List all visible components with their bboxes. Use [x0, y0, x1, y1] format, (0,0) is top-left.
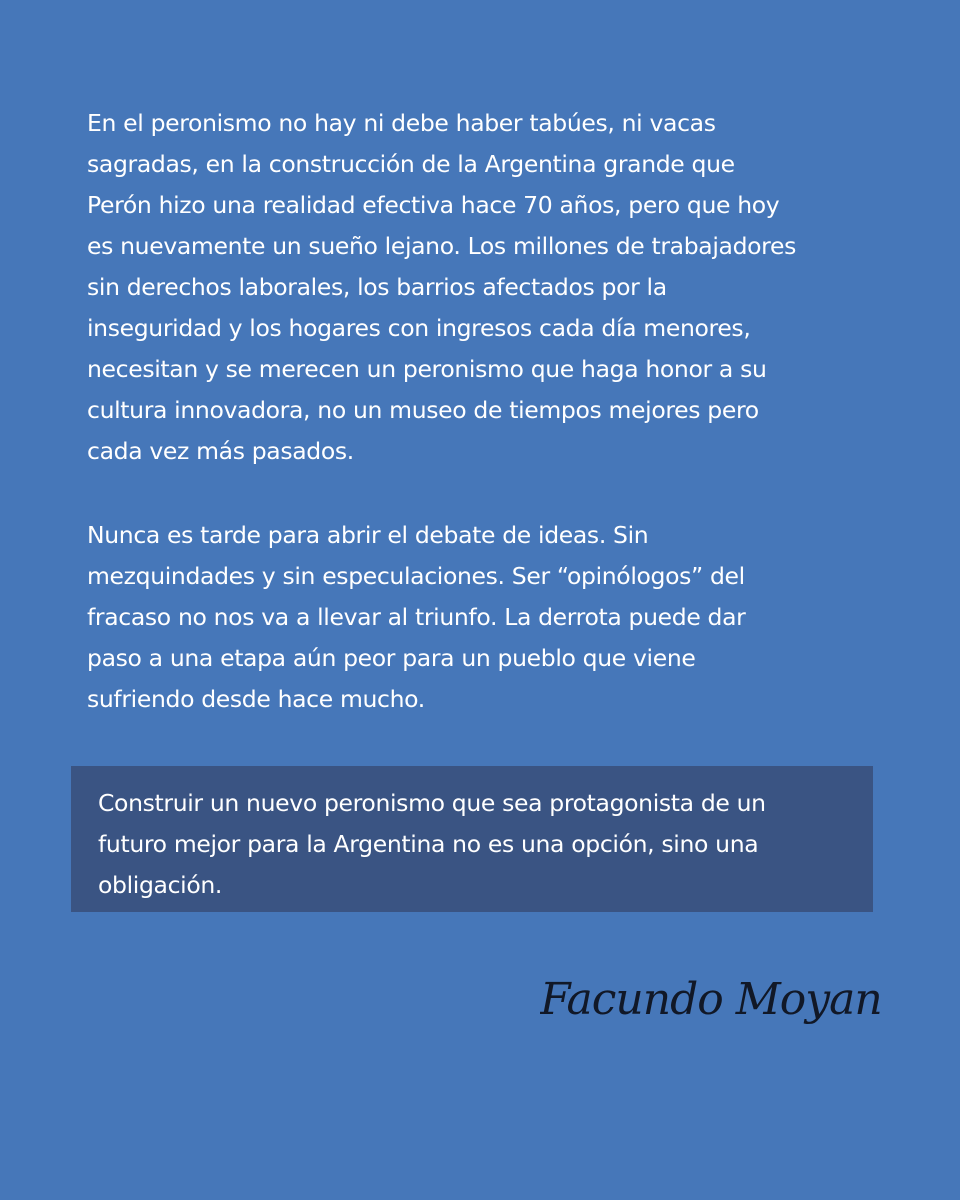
signature-graphic — [540, 962, 880, 1042]
highlight-quote-box — [71, 766, 873, 912]
signature — [540, 962, 880, 1042]
paragraph-2: Nunca es tarde para abrir el debate de ideas. Sin mezquindades y sin especulaciones. Ser “opinólogos” del fracaso no nos va a llevar al triunfo. La derrota puede dar paso a una etapa aún peor para un pueblo que viene sufriendo desde hace mucho. — [87, 521, 746, 713]
signature-text: Facundo Moyano — [540, 974, 880, 1025]
statement-body — [87, 103, 887, 720]
highlight-quote-text: Construir un nuevo peronismo que sea protagonista de un futuro mejor para la Argentina no es una opción, sino una obligación. — [98, 789, 766, 899]
paragraph-1: En el peronismo no hay ni debe haber tabúes, ni vacas sagradas, en la construcción de la Argentina grande que Perón hizo una realidad efectiva hace 70 años, pero que hoy es nuevamente un sueño lejano. Los millones de trabajadores sin derechos laborales, los barrios afectados por la inseguridad y los hogares con ingresos cada día menores, necesitan y se merecen un peronismo que haga honor a su cultura innovadora, no un museo de tiempos mejores pero cada vez más pasados. — [87, 109, 796, 465]
